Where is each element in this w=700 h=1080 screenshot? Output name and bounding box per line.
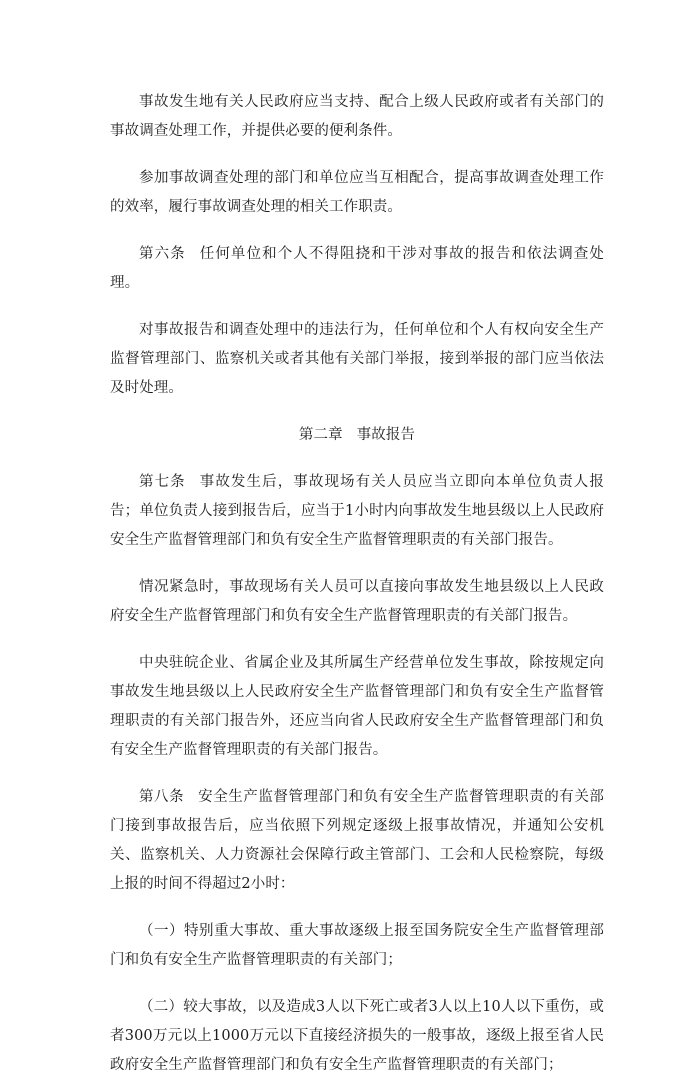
paragraph-department-cooperation <box>110 164 604 222</box>
paragraph-text: 安全生产监督管理部门和负有安全生产监督管理职责的有关部门接到事故报告后，应当依照下列规定逐级上报事故情况，并通知公安机关、监察机关、人力资源社会保障行政主管部门、工会和人民检察院，每级上报的时间不得超过2小时： <box>110 789 604 892</box>
paragraph-text: 中央驻皖企业、省属企业及其所属生产经营单位发生事故，除按规定向事故发生地县级以上人民政府安全生产监督管理部门和负有安全生产监督管理职责的有关部门报告外，还应当向省人民政府安全生产监督管理部门和负有安全生产监督管理职责的有关部门报告。 <box>110 655 604 758</box>
paragraph-text: 事故发生后，事故现场有关人员应当立即向本单位负责人报告；单位负责人接到报告后，应当于1小时内向事故发生地县级以上人民政府安全生产监督管理部门和负有安全生产监督管理职责的有关部门报告。 <box>110 474 604 548</box>
article-label: 第八条 <box>139 789 185 805</box>
article-label: 第七条 <box>139 474 186 490</box>
paragraph-text: 任何单位和个人不得阻挠和干涉对事故的报告和依法调查处理。 <box>110 246 604 291</box>
paragraph-text: （一）特别重大事故、重大事故逐级上报至国务院安全生产监督管理部门和负有安全生产监督管理职责的有关部门； <box>110 923 604 968</box>
paragraph-central-enterprises <box>110 649 604 765</box>
paragraph-emergency-report <box>110 573 604 631</box>
chapter-heading <box>110 421 604 450</box>
article-7 <box>110 468 604 555</box>
paragraph-text: （二）较大事故，以及造成3人以下死亡或者3人以上10人以下重伤，或者300万元以上1000万元以下直接经济损失的一般事故，逐级上报至省人民政府安全生产监督管理部门和负有安全生产监督管理职责的有关部门； <box>110 999 604 1073</box>
article-6 <box>110 240 604 298</box>
chapter-title: 事故报告 <box>356 427 416 443</box>
list-item-1 <box>110 917 604 975</box>
paragraph-text: 事故发生地有关人民政府应当支持、配合上级人民政府或者有关部门的事故调查处理工作，并提供必要的便利条件。 <box>110 94 604 139</box>
paragraph-text: 参加事故调查处理的部门和单位应当互相配合，提高事故调查处理工作的效率，履行事故调查处理的相关工作职责。 <box>110 170 604 215</box>
article-label: 第六条 <box>139 246 186 262</box>
list-item-2 <box>110 993 604 1080</box>
paragraph-local-government-support <box>110 88 604 146</box>
chapter-number: 第二章 <box>298 427 343 443</box>
article-8 <box>110 783 604 899</box>
paragraph-report-violations <box>110 316 604 403</box>
paragraph-text: 对事故报告和调查处理中的违法行为，任何单位和个人有权向安全生产监督管理部门、监察机关或者其他有关部门举报，接到举报的部门应当依法及时处理。 <box>110 322 604 396</box>
paragraph-text: 情况紧急时，事故现场有关人员可以直接向事故发生地县级以上人民政府安全生产监督管理部门和负有安全生产监督管理职责的有关部门报告。 <box>110 579 604 624</box>
